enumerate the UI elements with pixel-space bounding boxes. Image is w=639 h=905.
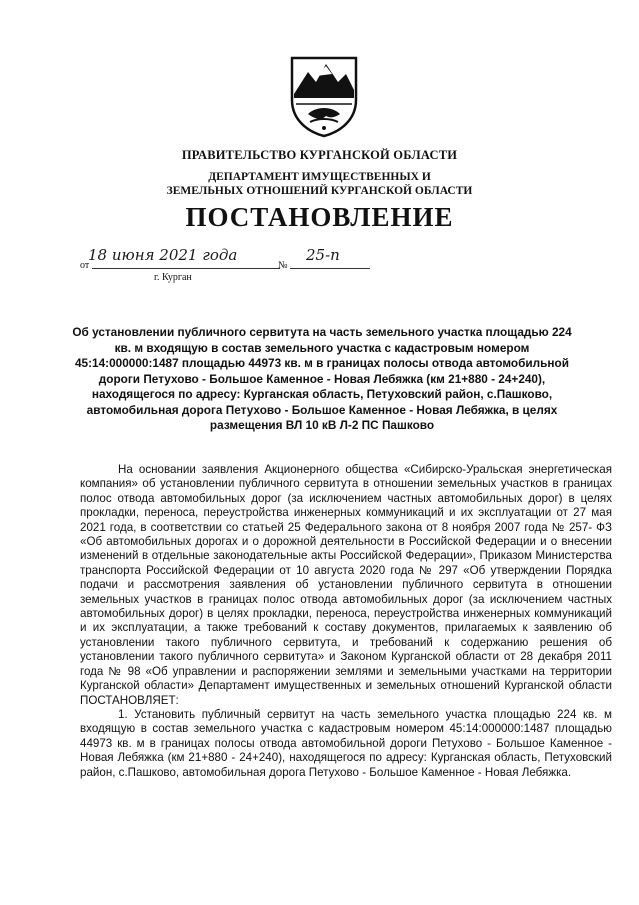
number-underline <box>290 268 370 269</box>
department-line-1: ДЕПАРТАМЕНТ ИМУЩЕСТВЕННЫХ И <box>208 171 431 183</box>
coat-of-arms-emblem <box>286 54 362 138</box>
handwritten-date: 18 июня 2021 года <box>88 246 238 264</box>
number-label: № <box>278 260 288 271</box>
document-body <box>80 463 612 780</box>
handwritten-number: 25-п <box>306 246 340 264</box>
from-label: от <box>80 260 90 271</box>
item-1-paragraph: 1. Установить публичный сервитут на часть земельного участка площадью 224 кв. м входящую в состав земельного участка с кадастровым номером 45:14:000000:1487 площадью 44973 кв. м в границах полосы отвода автомобильной дороги Петухово - Большое Каменное - Новая Лебяжка (км 21+880 - 24+240), находящегося по адресу: Курганская область, Петуховский район, с.Пашково, автомобильная дорога Петухово - Большое Каменное - Новая Лебяжка. <box>80 707 612 779</box>
date-number-row <box>80 248 380 288</box>
department-line-2: ЗЕМЕЛЬНЫХ ОТНОШЕНИЙ КУРГАНСКОЙ ОБЛАСТИ <box>166 185 473 197</box>
city-label: г. Курган <box>154 272 192 283</box>
government-name: ПРАВИТЕЛЬСТВО КУРГАНСКОЙ ОБЛАСТИ <box>181 148 458 162</box>
date-underline <box>92 268 280 269</box>
document-subject: Об установлении публичного сервитута на часть земельного участка площадью 224 кв. м входящую в состав земельного участка с кадастровым номером 45:14:000000:1487 площадью 44973 кв. м в границах полосы отвода автомобильной дороги Петухово - Большое Каменное - Новая Лебяжка (км 21+880 - 24+240), находящегося по адресу: Курганская область, Петуховский район, с.Пашково, автомобильная дорога Петухово - Большое Каменное - Новая Лебяжка, в целях размещения ВЛ 10 кВ Л-2 ПС Пашково <box>72 325 572 432</box>
preamble-paragraph: На основании заявления Акционерного общества «Сибирско-Уральская энергетическая компания» об установлении публичного сервитута в отношении земельных участков в границах полос отвода автомобильных дорог (за исключением частных автомобильных дорог) в целях прокладки, переноса, переустройства инженерных коммуникаций и их эксплуатации от 27 мая 2021 года, в соответствии со статьей 25 Федерального закона от 8 ноября 2007 года № 257- ФЗ «Об автомобильных дорогах и о дорожной деятельности в Российской Федерации и о внесении изменений в отдельные законодательные акты Российской Федерации», Приказом Министерства транспорта Российской Федерации от 10 августа 2020 года № 297 «Об утверждении Порядка подачи и рассмотрения заявления об установлении публичного сервитута в отношении земельных участков в границах полос отвода автомобильных дорог (за исключением частных автомобильных дорог) в целях прокладки, переноса, переустройства инженерных коммуникаций и их эксплуатации, а также требований к составу документов, прилагаемых к заявлению об установлении такого публичного сервитута, и требований к содержанию решения об установлении такого публичного сервитута» и Законом Курганской области от 28 декабря 2011 года № 98 «Об управлении и распоряжении землями и земельными участками на территории Курганской области» Департамент имущественных и земельных отношений Курганской области ПОСТАНОВЛЯЕТ: <box>80 463 612 707</box>
department-name <box>0 170 639 198</box>
document-type-title: ПОСТАНОВЛЕНИЕ <box>185 202 454 232</box>
